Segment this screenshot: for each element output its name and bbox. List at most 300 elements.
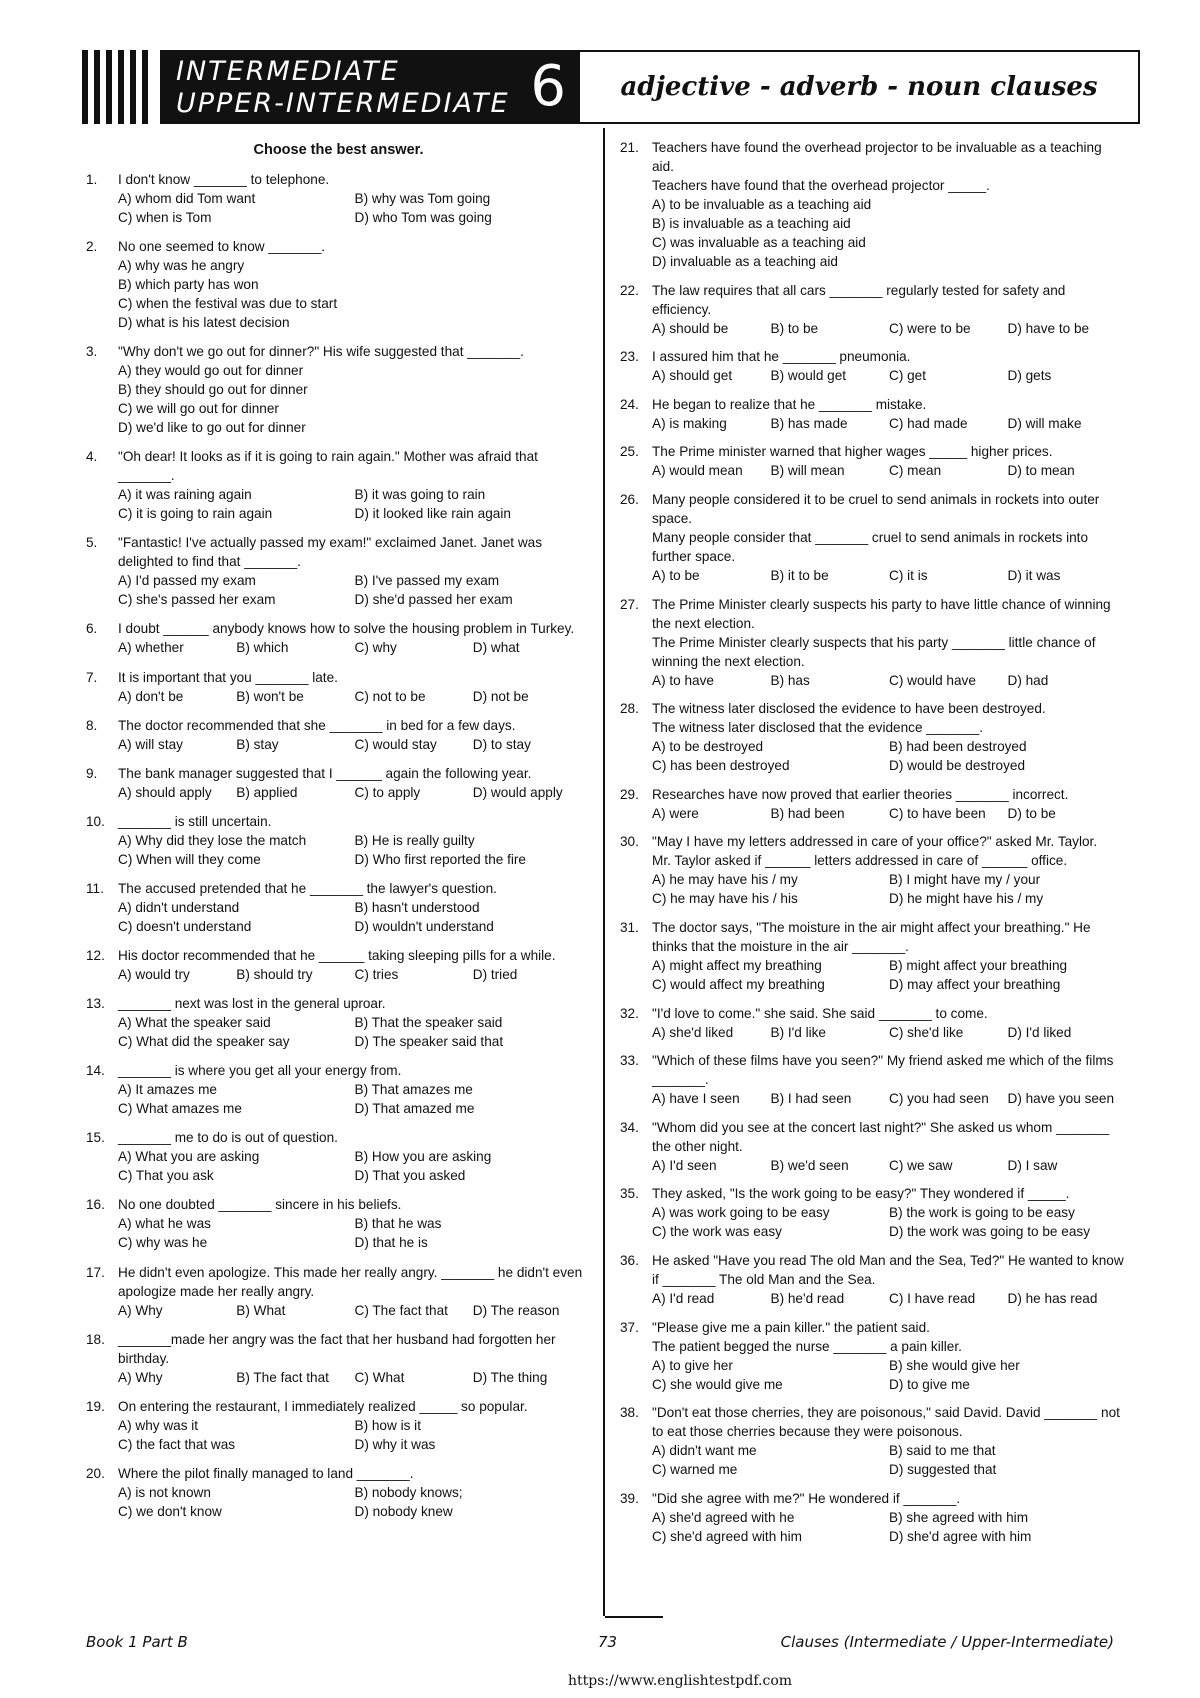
answer-option[interactable]: D) have you seen xyxy=(1007,1091,1115,1107)
stripe-decoration xyxy=(82,50,160,124)
question-item xyxy=(620,1318,1126,1394)
answer-option[interactable]: A) to be xyxy=(652,567,700,583)
footer-book: Book 1 Part B xyxy=(86,1633,188,1651)
answer-option[interactable]: B) won't be xyxy=(236,688,304,704)
answer-option[interactable]: B) I've passed my exam xyxy=(354,573,500,589)
answer-option[interactable]: A) to be invaluable as a teaching aid xyxy=(652,197,872,212)
question-stem: "Did she agree with me?" He wondered if _______. xyxy=(652,1490,961,1506)
answer-options xyxy=(652,319,1126,338)
page-header xyxy=(82,50,1140,124)
question-number: 7. xyxy=(86,669,98,685)
answer-option[interactable]: B) it was going to rain xyxy=(354,487,486,503)
question-number: 20. xyxy=(86,1465,105,1481)
answer-option[interactable]: A) was work going to be easy xyxy=(652,1205,830,1221)
answer-option[interactable]: B) why was Tom going xyxy=(354,191,491,206)
answer-option[interactable]: B) has xyxy=(770,672,810,688)
answer-option[interactable]: A) will stay xyxy=(118,736,183,752)
question-item xyxy=(86,812,591,869)
level-banner xyxy=(160,50,580,124)
answer-option[interactable]: D) to mean xyxy=(1007,463,1075,479)
answer-options xyxy=(652,1356,1126,1394)
answer-option[interactable]: D) will make xyxy=(1007,415,1082,431)
answer-option[interactable]: B) which xyxy=(236,640,289,656)
question-number: 24. xyxy=(620,396,639,412)
column-divider xyxy=(603,128,605,1616)
answer-option[interactable]: A) whether xyxy=(118,640,184,656)
answer-option[interactable]: D) he has read xyxy=(1007,1290,1098,1306)
answer-option[interactable]: C) why xyxy=(354,640,397,656)
answer-option[interactable]: A) should apply xyxy=(118,784,212,800)
answer-option[interactable]: C) it is xyxy=(889,567,928,583)
answer-option[interactable]: C) get xyxy=(889,368,927,384)
question-item xyxy=(620,395,1126,433)
question-stem: I don't know _______ to telephone. xyxy=(118,172,330,187)
question-stem: _______ next was lost in the general uproar. xyxy=(118,996,386,1012)
question-number: 11. xyxy=(86,880,104,896)
footer-chapter: Clauses (Intermediate / Upper-Intermediate) xyxy=(780,1633,1114,1651)
answer-option[interactable]: A) would try xyxy=(118,967,190,983)
question-stem: _______ me to do is out of question. xyxy=(118,1130,338,1146)
question-number: 5. xyxy=(86,535,98,551)
answer-option[interactable]: A) don't be xyxy=(118,688,184,704)
question-item xyxy=(620,490,1126,585)
answer-option[interactable]: C) What did the speaker say xyxy=(118,1034,290,1050)
answer-option[interactable]: A) is making xyxy=(652,415,727,431)
question-stem: They asked, "Is the work going to be easy?" They wondered if _____. xyxy=(652,1186,1070,1202)
answer-option[interactable]: C) she would give me xyxy=(652,1376,783,1392)
answer-option[interactable]: A) didn't understand xyxy=(118,899,240,915)
answer-options xyxy=(652,1156,1126,1175)
answer-option[interactable]: D) I'd liked xyxy=(1007,1024,1072,1040)
answer-option[interactable]: B) What xyxy=(236,1302,286,1318)
answer-option[interactable]: B) had been destroyed xyxy=(889,739,1027,755)
answer-option[interactable]: B) That amazes me xyxy=(354,1082,473,1098)
question-stem: I assured him that he _______ pneumonia. xyxy=(652,349,911,365)
answer-option[interactable]: A) should get xyxy=(652,368,733,384)
question-number: 16. xyxy=(86,1197,105,1213)
question-stem: The witness later disclosed the evidence to have been destroyed. xyxy=(652,701,1046,717)
question-item xyxy=(620,138,1126,271)
question-item xyxy=(86,1128,591,1185)
question-item xyxy=(86,619,591,657)
answer-option[interactable]: C) we saw xyxy=(889,1157,953,1173)
question-number: 22. xyxy=(620,282,639,298)
question-rewrite: Mr. Taylor asked if ______ letters addressed in care of ______ office. xyxy=(652,853,1068,869)
answer-option[interactable]: D) it was xyxy=(1007,567,1061,583)
answer-option[interactable]: B) That the speaker said xyxy=(354,1015,503,1031)
question-number: 30. xyxy=(620,834,639,850)
question-item xyxy=(86,1195,591,1252)
question-item xyxy=(86,994,591,1051)
answer-option[interactable]: C) had made xyxy=(889,415,968,431)
answer-options xyxy=(118,1013,591,1051)
question-number: 26. xyxy=(620,491,639,507)
answer-option[interactable]: C) has been destroyed xyxy=(652,758,790,774)
question-rewrite: Teachers have found that the overhead projector _____. xyxy=(652,178,990,193)
question-item xyxy=(86,447,591,523)
answer-option[interactable]: C) tries xyxy=(354,967,399,983)
answer-option[interactable]: B) has made xyxy=(770,415,848,431)
answer-option[interactable]: D) The thing xyxy=(472,1369,548,1385)
answer-option[interactable]: D) not be xyxy=(472,688,529,704)
answer-option[interactable]: C) she'd like xyxy=(889,1024,964,1040)
answer-options xyxy=(118,898,591,936)
answer-option[interactable]: D) we'd like to go out for dinner xyxy=(118,420,306,436)
answer-option[interactable]: B) had been xyxy=(770,805,845,821)
answer-options xyxy=(118,735,591,754)
answer-option[interactable]: B) the work is going to be easy xyxy=(889,1205,1075,1221)
question-item xyxy=(620,699,1126,775)
answer-option[interactable]: C) would stay xyxy=(354,736,437,752)
question-number: 23. xyxy=(620,349,639,365)
answer-option[interactable]: D) nobody knew xyxy=(354,1503,453,1519)
question-item xyxy=(86,342,591,437)
question-number: 25. xyxy=(620,444,639,460)
answer-option[interactable]: C) he may have his / his xyxy=(652,891,798,907)
question-number: 9. xyxy=(86,765,98,781)
question-stem: "Please give me a pain killer." the patient said. xyxy=(652,1319,930,1335)
question-item xyxy=(86,170,591,227)
question-number: 28. xyxy=(620,701,639,717)
answer-option[interactable]: A) would mean xyxy=(652,463,743,479)
answer-option[interactable]: C) she's passed her exam xyxy=(118,592,276,608)
answer-option[interactable]: A) to give her xyxy=(652,1357,733,1373)
answer-option[interactable]: A) have I seen xyxy=(652,1091,740,1107)
question-item xyxy=(86,1464,591,1521)
answer-options xyxy=(652,737,1126,775)
answer-option[interactable]: D) she'd passed her exam xyxy=(354,592,513,608)
question-number: 36. xyxy=(620,1252,639,1268)
answer-option[interactable]: B) might affect your breathing xyxy=(889,957,1068,973)
question-item xyxy=(620,347,1126,385)
answer-option[interactable]: C) to have been xyxy=(889,805,986,821)
answer-option[interactable]: B) is invaluable as a teaching aid xyxy=(652,216,851,231)
answer-option[interactable]: A) It amazes me xyxy=(118,1082,217,1098)
question-stem: The Prime minister warned that higher wages _____ higher prices. xyxy=(652,444,1053,460)
question-item xyxy=(86,879,591,936)
answer-option[interactable]: C) were to be xyxy=(889,320,971,336)
answer-option[interactable]: A) they would go out for dinner xyxy=(118,363,304,379)
answer-option[interactable]: D) have to be xyxy=(1007,320,1090,336)
answer-option[interactable]: C) why was he xyxy=(118,1235,208,1251)
answer-options xyxy=(118,1080,591,1118)
answer-option[interactable]: C) we will go out for dinner xyxy=(118,401,279,417)
answer-option[interactable]: A) might affect my breathing xyxy=(652,957,822,973)
answer-option[interactable]: B) which party has won xyxy=(118,277,259,293)
question-item xyxy=(620,1118,1126,1175)
question-number: 8. xyxy=(86,717,98,733)
answer-option[interactable]: D) That you asked xyxy=(354,1168,466,1184)
question-stem: The doctor says, "The moisture in the air might affect your breathing." He thinks that the moisture in the air _______. xyxy=(652,919,1091,954)
answer-option[interactable]: C) was invaluable as a teaching aid xyxy=(652,235,866,250)
answer-option[interactable]: A) Why xyxy=(118,1302,163,1318)
question-item xyxy=(86,668,591,706)
answer-option[interactable]: C) when is Tom xyxy=(118,210,212,225)
answer-options xyxy=(118,1483,591,1521)
answer-option[interactable]: C) to apply xyxy=(354,784,421,800)
answer-option[interactable]: C) not to be xyxy=(354,688,426,704)
answer-option[interactable]: B) to be xyxy=(770,320,819,336)
answer-option[interactable]: D) The reason xyxy=(472,1302,560,1318)
question-number: 31. xyxy=(620,919,639,935)
answer-option[interactable]: B) they should go out for dinner xyxy=(118,382,308,398)
answer-option[interactable]: C) would have xyxy=(889,672,976,688)
answer-option[interactable]: B) How you are asking xyxy=(354,1149,492,1165)
answer-option[interactable]: D) suggested that xyxy=(889,1462,997,1478)
answer-option[interactable]: B) hasn't understood xyxy=(354,899,480,915)
answer-option[interactable]: C) What amazes me xyxy=(118,1101,242,1117)
answer-options xyxy=(652,1508,1126,1546)
answer-option[interactable]: D) invaluable as a teaching aid xyxy=(652,254,838,269)
answer-option[interactable]: C) it is going to rain again xyxy=(118,506,273,522)
answer-option[interactable]: D) would apply xyxy=(472,784,563,800)
question-number: 33. xyxy=(620,1053,639,1069)
answer-options xyxy=(652,461,1126,480)
answer-option[interactable]: C) would affect my breathing xyxy=(652,976,825,992)
answer-option[interactable]: B) he'd read xyxy=(770,1290,845,1306)
answer-option[interactable]: C) The fact that xyxy=(354,1302,448,1318)
question-stem: It is important that you _______ late. xyxy=(118,669,338,685)
answer-option[interactable]: A) it was raining again xyxy=(118,487,252,503)
answer-option[interactable]: A) whom did Tom want xyxy=(118,191,256,206)
answer-option[interactable]: C) we don't know xyxy=(118,1503,222,1519)
answer-option[interactable]: D) the work was going to be easy xyxy=(889,1224,1090,1240)
answer-options xyxy=(118,189,591,227)
question-item xyxy=(86,1061,591,1118)
question-item xyxy=(620,442,1126,480)
answer-option[interactable]: B) I might have my / your xyxy=(889,872,1041,888)
answer-option[interactable]: D) I saw xyxy=(1007,1157,1058,1173)
question-stem: Many people considered it to be cruel to send animals in rockets into outer space. xyxy=(652,491,1100,526)
question-item xyxy=(86,237,591,332)
question-stem: "Why don't we go out for dinner?" His wife suggested that _______. xyxy=(118,344,524,360)
question-number: 38. xyxy=(620,1405,639,1421)
question-stem: Where the pilot finally managed to land _______. xyxy=(118,1465,414,1481)
answer-option[interactable]: B) would get xyxy=(770,368,847,384)
answer-options xyxy=(652,1023,1126,1042)
answer-options xyxy=(652,366,1126,385)
answer-option[interactable]: B) she would give her xyxy=(889,1357,1020,1373)
answer-options xyxy=(118,687,591,706)
answer-options xyxy=(652,195,1126,271)
question-rewrite: Many people consider that _______ cruel to send animals in rockets into further space. xyxy=(652,529,1089,564)
answer-option[interactable]: B) that he was xyxy=(354,1216,442,1232)
answer-option[interactable]: D) she'd agree with him xyxy=(889,1528,1032,1544)
level-line-1: INTERMEDIATE xyxy=(176,56,400,87)
question-stem: _______ is where you get all your energy from. xyxy=(118,1063,402,1079)
question-number: 1. xyxy=(86,172,98,187)
answer-option[interactable]: A) why was he angry xyxy=(118,258,245,274)
topic-title: adjective - adverb - noun clauses xyxy=(580,50,1140,124)
question-number: 14. xyxy=(86,1063,105,1079)
answer-options xyxy=(652,1203,1126,1241)
answer-option[interactable]: D) to stay xyxy=(472,736,531,752)
answer-option[interactable]: C) when the festival was due to start xyxy=(118,296,338,312)
answer-option[interactable]: D) who Tom was going xyxy=(354,210,492,225)
question-number: 15. xyxy=(86,1130,105,1146)
answer-options xyxy=(118,965,591,984)
answer-option[interactable]: D) tried xyxy=(472,967,518,983)
answer-option[interactable]: D) gets xyxy=(1007,368,1052,384)
question-stem: "I'd love to come." she said. She said _______ to come. xyxy=(652,1005,988,1021)
question-stem: His doctor recommended that he ______ taking sleeping pills for a while. xyxy=(118,948,556,964)
answer-option[interactable]: D) That amazed me xyxy=(354,1101,475,1117)
answer-option[interactable]: C) That you ask xyxy=(118,1168,214,1184)
answer-options xyxy=(118,571,591,609)
answer-options xyxy=(118,1301,591,1320)
question-stem: The law requires that all cars _______ regularly tested for safety and efficiency. xyxy=(652,282,1066,317)
question-stem: "May I have my letters addressed in care of your office?" asked Mr. Taylor. xyxy=(652,834,1098,850)
question-item xyxy=(620,281,1126,338)
question-stem: He began to realize that he _______ mistake. xyxy=(652,396,927,412)
answer-option[interactable]: C) warned me xyxy=(652,1462,738,1478)
right-column xyxy=(620,138,1126,1555)
answer-option[interactable]: D) to be xyxy=(1007,805,1056,821)
answer-option[interactable]: D) he might have his / my xyxy=(889,891,1044,907)
question-item xyxy=(86,533,591,609)
answer-option[interactable]: C) doesn't understand xyxy=(118,918,252,934)
answer-options xyxy=(652,1089,1126,1108)
answer-option[interactable]: A) were xyxy=(652,805,699,821)
answer-option[interactable]: B) will mean xyxy=(770,463,845,479)
answer-option[interactable]: D) what is his latest decision xyxy=(118,315,290,331)
answer-option[interactable]: A) What the speaker said xyxy=(118,1015,271,1031)
answer-options xyxy=(652,1441,1126,1479)
answer-option[interactable]: C) I have read xyxy=(889,1290,976,1306)
answer-option[interactable]: C) you had seen xyxy=(889,1091,989,1107)
answer-option[interactable]: B) I'd like xyxy=(770,1024,826,1040)
answer-options xyxy=(652,870,1126,908)
question-number: 27. xyxy=(620,596,639,612)
question-stem: "Whom did you see at the concert last night?" She asked us whom _______ the other night. xyxy=(652,1119,1110,1154)
answer-option[interactable]: D) that he is xyxy=(354,1235,428,1251)
answer-options xyxy=(118,638,591,657)
question-number: 17. xyxy=(86,1264,105,1280)
answer-option[interactable]: A) should be xyxy=(652,320,729,336)
answer-option[interactable]: D) had xyxy=(1007,672,1049,688)
level-line-2: UPPER-INTERMEDIATE xyxy=(176,88,510,119)
answer-option[interactable]: C) What xyxy=(354,1369,405,1385)
answer-option[interactable]: A) she'd liked xyxy=(652,1024,734,1040)
question-stem: The accused pretended that he _______ the lawyer's question. xyxy=(118,880,497,896)
answer-option[interactable]: D) what xyxy=(472,640,520,656)
footer-url[interactable]: https://www.englishtestpdf.com xyxy=(567,1673,793,1689)
answer-options xyxy=(652,1289,1126,1308)
answer-option[interactable]: B) nobody knows; xyxy=(354,1484,463,1500)
answer-option[interactable]: A) she'd agreed with he xyxy=(652,1509,795,1525)
answer-option[interactable]: A) what he was xyxy=(118,1216,211,1232)
answer-option[interactable]: A) is not known xyxy=(118,1484,211,1500)
question-item xyxy=(620,832,1126,908)
answer-option[interactable]: B) said to me that xyxy=(889,1443,996,1459)
answer-option[interactable]: A) I'd seen xyxy=(652,1157,717,1173)
answer-option[interactable]: A) to have xyxy=(652,672,714,688)
answer-option[interactable]: B) applied xyxy=(236,784,298,800)
question-stem: The doctor recommended that she _______ in bed for a few days. xyxy=(118,717,516,733)
answer-option[interactable]: D) would be destroyed xyxy=(889,758,1026,774)
answer-option[interactable]: D) may affect your breathing xyxy=(889,976,1061,992)
question-item xyxy=(620,785,1126,823)
answer-option[interactable]: B) stay xyxy=(236,736,279,752)
answer-option[interactable]: C) When will they come xyxy=(118,851,261,867)
question-stem: He didn't even apologize. This made her really angry. _______ he didn't even apologize made her really angry. xyxy=(118,1264,583,1299)
question-number: 4. xyxy=(86,449,98,465)
answer-option[interactable]: C) the work was easy xyxy=(652,1224,782,1240)
answer-option[interactable]: A) Why xyxy=(118,1369,163,1385)
question-number: 12. xyxy=(86,948,105,964)
question-item xyxy=(620,1251,1126,1308)
answer-option[interactable]: A) I'd read xyxy=(652,1290,715,1306)
question-number: 13. xyxy=(86,996,105,1012)
answer-options xyxy=(652,956,1126,994)
question-item xyxy=(620,1403,1126,1479)
answer-options xyxy=(118,831,591,869)
answer-option[interactable]: B) she agreed with him xyxy=(889,1509,1029,1525)
answer-option[interactable]: D) to give me xyxy=(889,1376,970,1392)
question-number: 37. xyxy=(620,1319,639,1335)
question-item xyxy=(620,1004,1126,1042)
question-number: 32. xyxy=(620,1005,639,1021)
answer-option[interactable]: B) should try xyxy=(236,967,313,983)
question-stem: "Fantastic! I've actually passed my exam!" exclaimed Janet. Janet was delighted to find that _______. xyxy=(118,535,543,570)
question-number: 2. xyxy=(86,239,98,255)
answer-option[interactable]: B) we'd seen xyxy=(770,1157,849,1173)
answer-option[interactable]: B) The fact that xyxy=(236,1369,329,1385)
answer-option[interactable]: C) she'd agreed with him xyxy=(652,1528,802,1544)
answer-option[interactable]: B) He is really guilty xyxy=(354,832,475,848)
answer-option[interactable]: A) Why did they lose the match xyxy=(118,832,307,848)
answer-option[interactable]: B) how is it xyxy=(354,1417,421,1433)
footer-page-number: 73 xyxy=(598,1633,618,1651)
question-item xyxy=(86,946,591,984)
question-stem: No one doubted _______ sincere in his beliefs. xyxy=(118,1197,402,1213)
answer-options xyxy=(118,1147,591,1185)
answer-option[interactable]: A) didn't want me xyxy=(652,1443,757,1459)
answer-option[interactable]: A) he may have his / my xyxy=(652,872,798,888)
question-number: 18. xyxy=(86,1331,105,1347)
answer-option[interactable]: A) I'd passed my exam xyxy=(118,573,256,589)
answer-options xyxy=(118,1416,591,1454)
question-stem: "Oh dear! It looks as if it is going to rain again." Mother was afraid that _______. xyxy=(118,449,538,484)
answer-option[interactable]: D) Who first reported the fire xyxy=(354,851,526,867)
answer-options xyxy=(118,1368,591,1387)
question-stem: "Don't eat those cherries, they are poisonous," said David. David _______ not to eat those cherries because they were poisonous. xyxy=(652,1405,1120,1440)
question-stem: The Prime Minister clearly suspects his party to have little chance of winning the next election. xyxy=(652,596,1111,631)
answer-option[interactable]: C) mean xyxy=(889,463,942,479)
answer-option[interactable]: A) to be destroyed xyxy=(652,739,764,755)
answer-option[interactable]: C) the fact that was xyxy=(118,1436,236,1452)
question-rewrite: The witness later disclosed that the evidence _______. xyxy=(652,720,983,736)
answer-option[interactable]: D) The speaker said that xyxy=(354,1034,504,1050)
answer-options xyxy=(652,414,1126,433)
answer-option[interactable]: A) why was it xyxy=(118,1417,199,1433)
answer-option[interactable]: D) wouldn't understand xyxy=(354,918,494,934)
question-item xyxy=(86,716,591,754)
answer-option[interactable]: D) why it was xyxy=(354,1436,436,1452)
question-stem: _______made her angry was the fact that her husband had forgotten her birthday. xyxy=(118,1331,556,1366)
answer-option[interactable]: B) I had seen xyxy=(770,1091,852,1107)
answer-options xyxy=(118,1214,591,1252)
answer-option[interactable]: A) What you are asking xyxy=(118,1149,260,1165)
answer-option[interactable]: D) it looked like rain again xyxy=(354,506,511,522)
question-number: 6. xyxy=(86,621,98,637)
question-item xyxy=(86,1330,591,1387)
answer-options xyxy=(118,361,591,437)
answer-options xyxy=(118,485,591,523)
question-list-left xyxy=(86,170,591,1521)
question-number: 19. xyxy=(86,1398,105,1414)
answer-option[interactable]: B) it to be xyxy=(770,567,829,583)
